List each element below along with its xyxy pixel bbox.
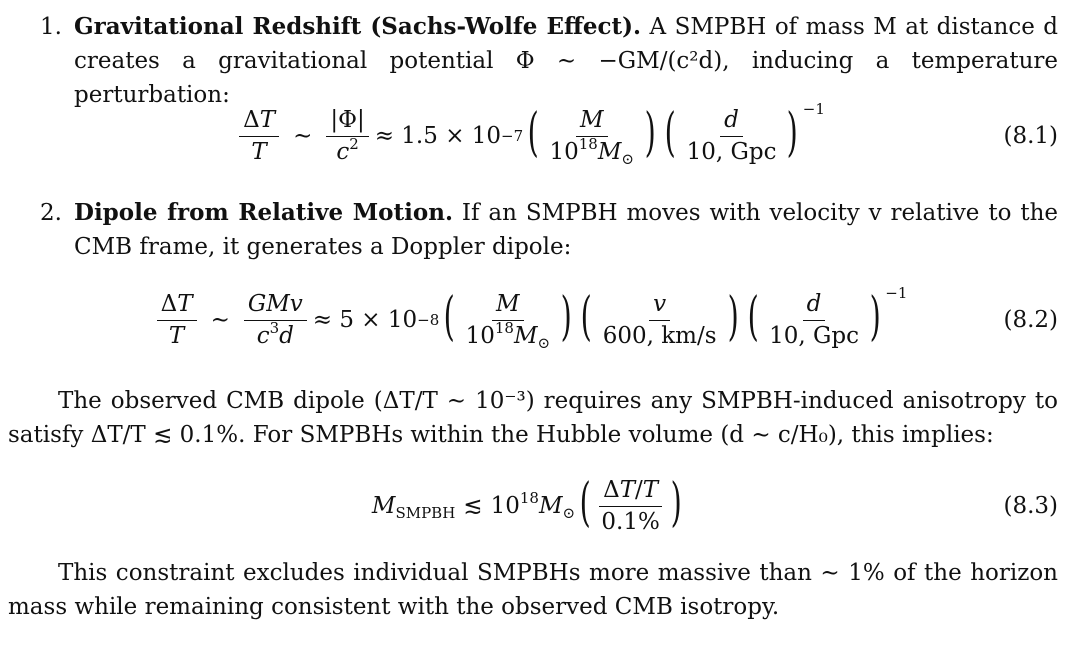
equation-number: (8.1) bbox=[1003, 123, 1058, 149]
item-text-line2: creates a gravitational potential Φ ∼ −GM/(c²d), inducing a temperature perturbation: bbox=[74, 48, 1058, 108]
item-title: Dipole from Relative Motion. bbox=[74, 199, 453, 226]
item-number: 2. bbox=[40, 200, 62, 226]
list-item-2 bbox=[40, 196, 1058, 264]
item-text-line1: A SMPBH of mass M at distance d bbox=[641, 14, 1058, 40]
item-number: 1. bbox=[40, 14, 62, 40]
equation-8-1: $\frac{\Delta T}{T}$ ∼ $\frac{|\Phi|}{c^2}$ ≈ 1.5 × 10 −7 ( $\frac{M}{10^{18}M_⊙}$ ) ( $\frac{d}{\text{10, Gpc}}$ ) −1 (8.1) bbox=[0, 96, 1058, 176]
equation-number: (8.3) bbox=[1003, 493, 1058, 519]
eq2-velocity-denominator: 600, km/s bbox=[602, 322, 717, 349]
eq1-distance-denominator: 10, Gpc bbox=[686, 138, 777, 165]
paragraph-line1: The observed CMB dipole (ΔT/T ∼ 10⁻³) requires any SMPBH-induced anisotropy to bbox=[58, 388, 1058, 414]
item-text-line1: If an SMPBH moves with velocity v relative to the bbox=[452, 200, 1058, 226]
paragraph-line1: This constraint excludes individual SMPBHs more massive than ∼ 1% of the horizon bbox=[58, 560, 1058, 586]
eq1-outer-exponent: −1 bbox=[802, 100, 825, 118]
equation-8-2: $\frac{\Delta T}{T}$ ∼ $\frac{\text{GMv}}{c^3d}$ ≈ 5 × 10 −8 ( $\frac{M}{10^{18}M_⊙}$ ) ( $\frac{v}{600, km/s}$ ) ( $\frac{d}{\text{10, Gpc}}$ ) −1 (8.2) bbox=[0, 280, 1058, 360]
eq2-outer-exponent: −1 bbox=[885, 284, 908, 302]
equation-number: (8.2) bbox=[1003, 307, 1058, 333]
item-title: Gravitational Redshift (Sachs-Wolfe Effect). bbox=[74, 13, 642, 40]
eq2-coefficient: ≈ 5 × 10 bbox=[312, 307, 418, 333]
paragraph-line2: mass while remaining consistent with the observed CMB isotropy. bbox=[8, 594, 780, 620]
item-text-line2: CMB frame, it generates a Doppler dipole: bbox=[74, 234, 572, 260]
eq1-coefficient: ≈ 1.5 × 10 bbox=[374, 123, 502, 149]
eq3-denominator: 0.1% bbox=[601, 508, 660, 535]
paragraph-constraint bbox=[8, 384, 1058, 452]
paragraph-line2: satisfy ΔT/T ≲ 0.1%. For SMPBHs within the Hubble volume (d ∼ c/H₀), this implies: bbox=[8, 422, 994, 448]
eq2-distance-denominator: 10, Gpc bbox=[769, 322, 859, 349]
equation-8-3: $M_{SMPBH}$ ≲ $10^{18}M_⊙$ ( $\frac{\Delta T/T}{0.1\%}$ ) (8.3) bbox=[371, 473, 1058, 535]
paragraph-conclusion bbox=[8, 556, 1058, 624]
